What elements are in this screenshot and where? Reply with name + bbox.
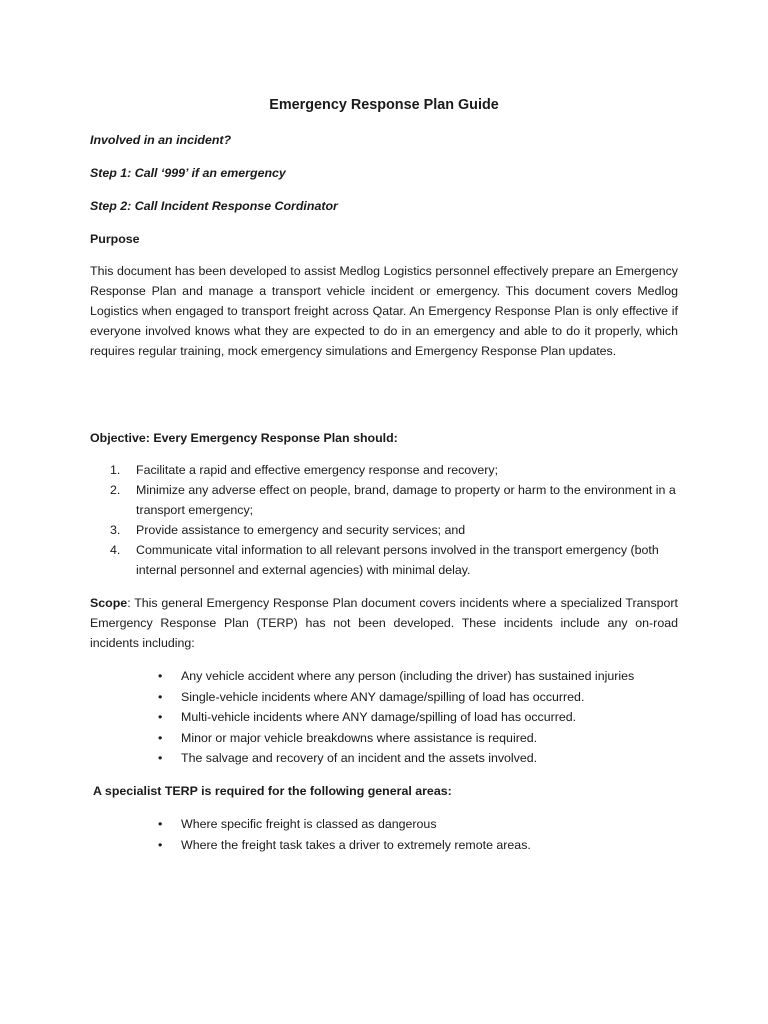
step-1: Step 1: Call ‘999’ if an emergency: [90, 166, 286, 180]
list-item: [154, 728, 674, 749]
scope-bullet-list: [154, 666, 674, 769]
list-item: [154, 707, 674, 728]
objectives-list: [90, 460, 678, 580]
intro-question: Involved in an incident?: [90, 133, 232, 147]
objective-text: Minimize any adverse effect on people, brand, damage to property or harm to the environment in a transport emergency;: [136, 483, 676, 517]
list-item-text: Where specific freight is classed as dangerous: [181, 817, 437, 831]
list-item: [154, 748, 674, 769]
objective-item: [90, 480, 678, 520]
page-title: Emergency Response Plan Guide: [269, 97, 499, 113]
scope-paragraph: [90, 593, 678, 653]
list-item: [154, 666, 674, 687]
bullet-icon: •: [158, 730, 163, 745]
list-item: [154, 835, 674, 856]
step-2: Step 2: Call Incident Response Cordinator: [90, 199, 338, 213]
objective-number: 4.: [110, 543, 121, 557]
bullet-icon: •: [158, 751, 163, 765]
list-item-text: The salvage and recovery of an incident and the assets involved.: [181, 751, 538, 765]
purpose-heading: Purpose: [90, 232, 140, 246]
terp-bullet-list: [154, 814, 674, 855]
objective-number: 2.: [110, 483, 121, 497]
terp-heading: A specialist TERP is required for the following general areas:: [93, 784, 452, 798]
objective-item: [90, 520, 678, 540]
objective-item: [90, 540, 678, 580]
objective-number: 3.: [110, 523, 121, 537]
scope-label: Scope: [90, 596, 128, 610]
list-item-text: Multi-vehicle incidents where ANY damage/spilling of load has occurred.: [181, 710, 577, 724]
objective-heading: Objective: Every Emergency Response Plan should:: [90, 431, 398, 445]
bullet-icon: •: [158, 710, 163, 724]
objective-text: Provide assistance to emergency and security services; and: [136, 523, 466, 537]
bullet-icon: •: [158, 689, 163, 704]
bullet-icon: •: [158, 669, 163, 683]
objective-item: [90, 460, 678, 480]
list-item-text: Any vehicle accident where any person (including the driver) has sustained injuries: [181, 669, 635, 683]
bullet-icon: •: [158, 817, 163, 831]
list-item: [154, 687, 674, 708]
objective-text: Communicate vital information to all relevant persons involved in the transport emergency (both internal personnel and external agencies) with minimal delay.: [136, 543, 659, 577]
list-item-text: Minor or major vehicle breakdowns where assistance is required.: [181, 730, 538, 745]
list-item-text: Single-vehicle incidents where ANY damage/spilling of load has occurred.: [181, 689, 585, 704]
objective-number: 1.: [110, 463, 121, 477]
bullet-icon: •: [158, 837, 163, 852]
list-item: [154, 814, 674, 835]
scope-text: : This general Emergency Response Plan document covers incidents where a specialized Transport Emergency Response Plan (TERP) has not been developed. These incidents include any on-road incidents including:: [90, 596, 678, 650]
list-item-text: Where the freight task takes a driver to extremely remote areas.: [181, 837, 531, 852]
purpose-paragraph: This document has been developed to assist Medlog Logistics personnel effectively prepare an Emergency Response Plan and manage a transport vehicle incident or emergency. This document covers Medlog Logistics when engaged to transport freight across Qatar. An Emergency Response Plan is only effective if everyone involved knows what they are expected to do in an emergency and able to do it properly, which requires regular training, mock emergency simulations and Emergency Response Plan updates.: [90, 264, 678, 358]
objective-text: Facilitate a rapid and effective emergency response and recovery;: [136, 463, 499, 477]
